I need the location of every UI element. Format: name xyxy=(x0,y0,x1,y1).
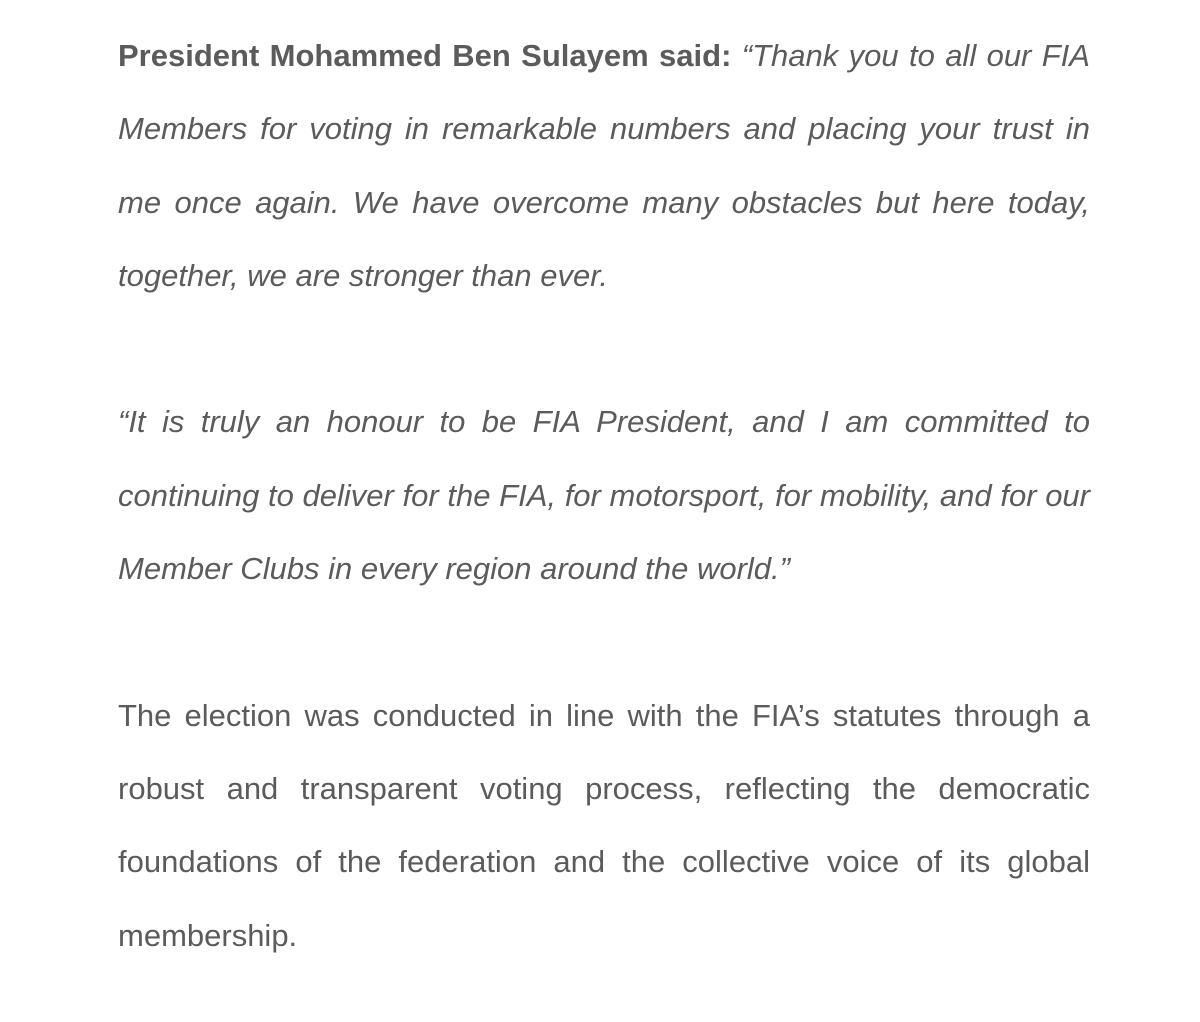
quote-paragraph-2 xyxy=(118,385,1090,605)
quote-text-1: “Thank you to all our FIA Members for voting in remarkable numbers and placing your trust in me once again. We have overcome many obstacles but here today, together, we are stronger than ever. xyxy=(118,38,1090,293)
document-body xyxy=(118,19,1090,972)
quote-text-2: “It is truly an honour to be FIA President, and I am committed to continuing to deliver for the FIA, for motorsport, for mobility, and for our Member Clubs in every region around the world.” xyxy=(118,404,1090,587)
body-paragraph xyxy=(118,679,1090,972)
quote-paragraph-1 xyxy=(118,19,1090,312)
body-text: The election was conducted in line with the FIA’s statutes through a robust and transparent voting process, reflecting the democratic foundations of the federation and the collective voice of its global membership. xyxy=(118,697,1090,953)
speaker-attribution: President Mohammed Ben Sulayem said: xyxy=(118,38,732,73)
